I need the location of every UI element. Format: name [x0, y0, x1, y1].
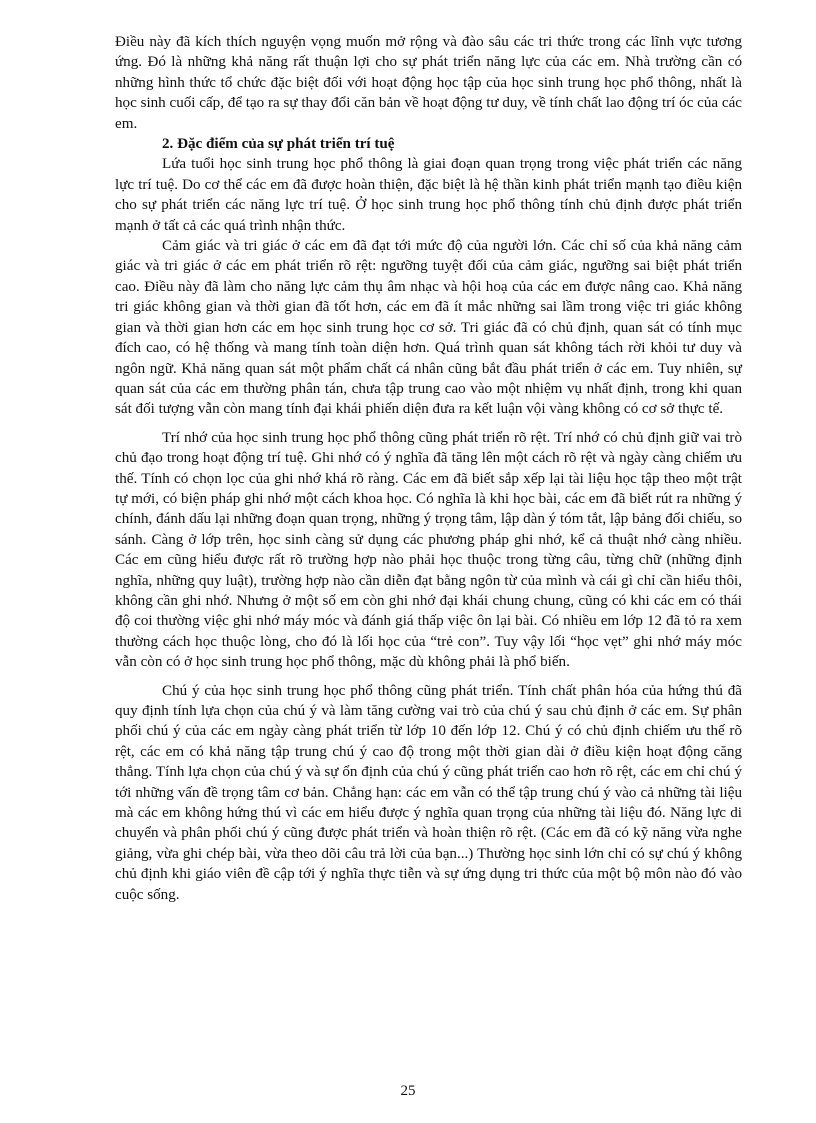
- paragraph-2: Lứa tuổi học sinh trung học phổ thông là giai đoạn quan trọng trong việc phát triển các năng lực trí tuệ. Do cơ thể các em đã được hoàn thiện, đặc biệt là hệ thần kinh phát triển mạnh tạo điều kiện cho sự phát triển các năng lực trí tuệ. Ở học sinh trung học phổ thông tính chủ định được phát triển mạnh ở tất cả các quá trình nhận thức.: [115, 156, 742, 234]
- paragraph-3: Cảm giác và tri giác ở các em đã đạt tới mức độ của người lớn. Các chỉ số của khả năng cảm giác và tri giác ở các em phát triển rõ rệt: ngưỡng tuyệt đối của cảm giác, ngưỡng sai biệt phát triển cao. Điều này đã làm cho năng lực cảm thụ âm nhạc và hội hoạ của các em được nâng cao. Khả năng tri giác không gian và thời gian đã tốt hơn, các em đã ít mắc những sai lầm trong việc tri giác không gian và thời gian hơn các em học sinh trung học cơ sở. Tri giác đã có chủ định, quan sát có tính mục đích cao, có hệ thống và mang tính toàn diện hơn. Quá trình quan sát không tách rời khỏi tư duy và ngôn ngữ. Khả năng quan sát một phẩm chất cá nhân cũng bắt đầu phát triển ở các em. Tuy nhiên, sự quan sát của các em thường phân tán, chưa tập trung cao vào một nhiệm vụ nhất định, trong khi quan sát đối tượng vẫn còn mang tính đại khái phiến diện đưa ra kết luận vội vàng không có cơ sở thực tế.: [115, 238, 742, 418]
- page-number: 25: [400, 1083, 416, 1099]
- section-heading: 2. Đặc điểm của sự phát triển trí tuệ: [162, 136, 395, 153]
- paragraph-4: Trí nhớ của học sinh trung học phổ thông cũng phát triển rõ rệt. Trí nhớ có chủ định giữ vai trò chủ đạo trong hoạt động trí tuệ. Ghi nhớ có ý nghĩa đã tăng lên một cách rõ rệt và ngày càng chiếm ưu thế. Tính có chọn lọc của ghi nhớ khá rõ ràng. Các em đã biết sắp xếp lại tài liệu học tập theo một trật tự mới, có biện pháp ghi nhớ một cách khoa học. Có nghĩa là khi học bài, các em đã biết rút ra những ý chính, đánh dấu lại những đoạn quan trọng, những ý trọng tâm, lập dàn ý tóm tắt, lập bảng đối chiếu, so sánh. Càng ở lớp trên, học sinh càng sử dụng các phương pháp ghi nhớ, kể cả thuật nhớ càng nhiều. Các em cũng hiểu được rất rõ trường hợp nào phải học thuộc trong từng câu, từng chữ (những định nghĩa, những quy luật), trường hợp nào cần diễn đạt bằng ngôn từ của mình và cái gì chỉ cần hiểu thôi, không cần ghi nhớ. Nhưng ở một số em còn ghi nhớ đại khái chung chung, cũng có khi các em có thái độ coi thường việc ghi nhớ máy móc và đánh giá thấp việc ôn lại bài. Có nhiều em lớp 12 đã tỏ ra xem thường cách học thuộc lòng, cho đó là lối học của “trẻ con”. Tuy vậy lối “học vẹt” ghi nhớ máy móc vẫn còn có ở học sinh trung học phổ thông, mặc dù không phải là phổ biến.: [115, 429, 742, 671]
- document-body: [115, 32, 742, 905]
- paragraph-5: Chú ý của học sinh trung học phổ thông cũng phát triển. Tính chất phân hóa của hứng thú đã quy định tính lựa chọn của chú ý và làm tăng cường vai trò của chú ý sau chủ định ở các em. Sự phân phối chú ý của các em ngày càng phát triển từ lớp 10 đến lớp 12. Chú ý có chủ định chiếm ưu thế rõ rệt, các em có khả năng tập trung chú ý cao độ trong một thời gian dài ở điều kiện hoạt động căng thẳng. Tính lựa chọn của chú ý và sự ổn định của chú ý cũng phát triển cao hơn rõ rệt, các em chỉ chú ý tới những vấn đề trọng tâm cơ bản. Chẳng hạn: các em vẫn có thể tập trung chú ý vào cả những tài liệu mà các em không hứng thú vì các em hiểu được ý nghĩa quan trọng của những tài liệu đó. Năng lực di chuyển và phân phối chú ý cũng được phát triển và hoàn thiện rõ rệt. (Các em đã có kỹ năng vừa nghe giảng, vừa ghi chép bài, vừa theo dõi câu trả lời của bạn...) Thường học sinh lớn chỉ có sự chú ý không chủ định khi giáo viên đề cập tới ý nghĩa thực tiễn và sự ứng dụng tri thức của một bộ môn nào đó vào cuộc sống.: [115, 682, 742, 903]
- paragraph-1: Điều này đã kích thích nguyện vọng muốn mở rộng và đào sâu các tri thức trong các lĩnh vực tương ứng. Đó là những khả năng rất thuận lợi cho sự phát triển năng lực của các em. Nhà trường cần có những hình thức tổ chức đặc biệt đối với hoạt động học tập của học sinh trung học phổ thông, nhất là học sinh cuối cấp, để tạo ra sự thay đổi căn bản về hoạt động tư duy, về tính chất lao động trí óc của các em.: [115, 34, 742, 132]
